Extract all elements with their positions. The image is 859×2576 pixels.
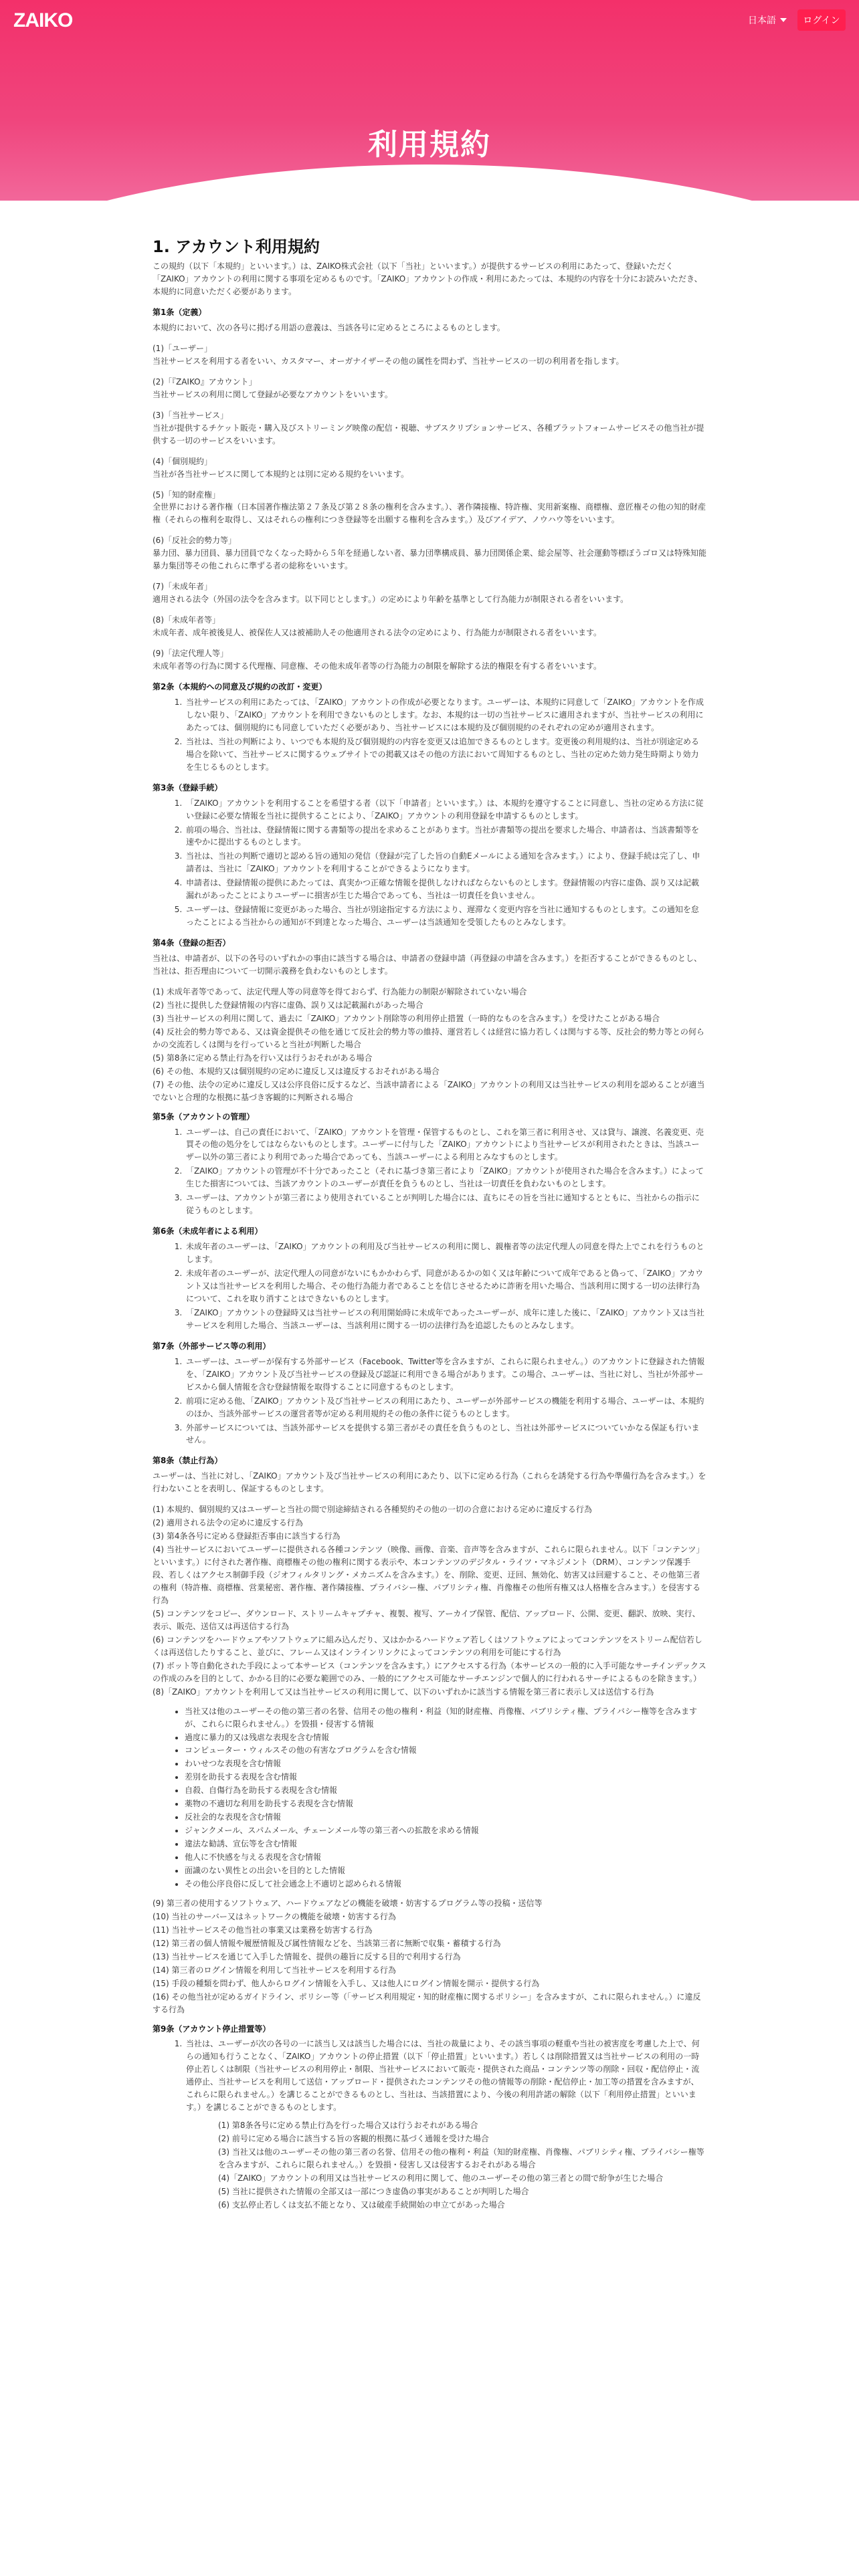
bullet-item: • 反社会的な表現を含む情報 (185, 1811, 706, 1824)
language-label: 日本語 (748, 15, 776, 26)
definition-desc: 暴力団、暴力団員、暴力団員でなくなった時から５年を経過しない者、暴力団準構成員、暴力団関係企業、総会屋等、社会運動等標ぼうゴロ又は特殊知能暴力集団等その他これらに準ずる者の総称をいいます。 (153, 548, 707, 571)
list-item: 5. ユーザーは、登録情報に変更があった場合、当社が別途指定する方法により、遅滞なく変更内容を当社に通知するものとします。この通知を怠ったことによる当社からの通知が不到達となった場合、ユーザーは当該通知を受領したものとみなします。 (185, 903, 706, 929)
list-item: (5) コンテンツをコピー、ダウンロード、ストリームキャプチャ、複製、複写、アーカイブ保管、配信、アップロード、公開、変更、翻訳、放映、実行、表示、販売、送信又は再送信する行為 (153, 1608, 700, 1631)
list-item: 3. 当社は、当社の判断で適切と認める旨の通知の発信（登録が完了した旨の自動Eメールによる通知を含みます。）により、登録手続は完了し、申請者は、当社に「ZAIKO」アカウントを利用することができるようになります。 (185, 850, 706, 875)
bullet-list (185, 1705, 706, 1891)
list-item: (5) 第8条に定める禁止行為を行い又は行うおそれがある場合 (153, 1053, 373, 1063)
list-item: 2. 前項に定める他、「ZAIKO」アカウント及び当社サービスの利用にあたり、ユーザーが外部サービスの機能を利用する場合、ユーザーは、本規約のほか、当該外部サービスの運営者等が定める利用規約その他の条件に従うものとします。 (185, 1395, 706, 1420)
definition-term: (5)「知的財産権」 (153, 490, 220, 500)
definition-desc: 未成年者等の行為に関する代理権、同意権、その他未成年者等の行為能力の制限を解除する法的権限を有する者をいいます。 (153, 661, 602, 671)
list-item: (9) 第三者の使用するソフトウェア、ハードウェアなどの機能を破壊・妨害するプログラム等の投稿・送信等 (153, 1898, 543, 1908)
definition-term: (2)「『ZAIKO』アカウント」 (153, 377, 257, 387)
list-item: (3) 当社サービスの利用に関して、過去に「ZAIKO」アカウント削除等の利用停止措置（一時的なものを含みます。）を受けたことがある場合 (153, 1013, 660, 1023)
list-item: (10) 当社のサーバー又はネットワークの機能を破壊・妨害する行為 (153, 1911, 396, 1921)
bullet-item: • 過度に暴力的又は残虐な表現を含む情報 (185, 1731, 706, 1744)
bullet-item: • 当社又は他のユーザーその他の第三者の名誉、信用その他の権利・利益（知的財産権、肖像権、パブリシティ権、プライバシー権等を含みますが、これらに限られません。）を毀損・侵害する情報 (185, 1705, 706, 1731)
definition (153, 647, 706, 673)
sub-item: (1) 第8条各号に定める禁止行為を行った場合又は行うおそれがある場合 (218, 2121, 478, 2131)
article-title: 第4条（登録の拒否） (153, 938, 231, 948)
hero-curve (0, 165, 859, 201)
hero-banner (0, 0, 859, 201)
article-list (153, 986, 706, 1104)
definition-desc: 適用される法令（外国の法令を含みます。以下同じとします。）の定めにより年齢を基準として行為能力が制限される者をいいます。 (153, 595, 629, 605)
list-item: (1) 未成年者等であって、法定代理人等の同意等を得ておらず、行為能力の制限が解除されていない場合 (153, 986, 527, 996)
list-item: 2. 未成年者のユーザーが、法定代理人の同意がないにもかかわらず、同意があるかの如く又は年齢について成年であると偽って、「ZAIKO」アカウント又は当社サービスを利用した場合、その他行為能力者であることを信じさせるために詐術を用いた場合、当該利用に関する一切の法律行為について、これを取り消すことはできないものとします。 (185, 1267, 706, 1305)
article-lead: 本規約において、次の各号に掲げる用語の意義は、当該各号に定めるところによるものとします。 (153, 323, 505, 332)
article-title: 第1条（定義） (153, 308, 207, 318)
definition (153, 580, 706, 606)
list-item: (6) その他、本規約又は個別規約の定めに違反し又は違反するおそれがある場合 (153, 1066, 440, 1076)
article-list (185, 2038, 706, 2211)
sub-item: (6) 支払停止若しくは支払不能となり、又は破産手続開始の申立てがあった場合 (218, 2199, 505, 2210)
definition-term: (4)「個別規約」 (153, 456, 212, 466)
section-heading: 1. アカウント利用規約 (153, 237, 320, 256)
list-item: (13) 当社サービスを通じて入手した情報を、提供の趣旨に反する目的で利用する行為 (153, 1951, 461, 1961)
list-item: (12) 第三者の個人情報や履歴情報及び属性情報などを、当該第三者に無断で収集・蓄積する行為 (153, 1938, 501, 1948)
definition (153, 614, 706, 639)
definition (153, 489, 706, 527)
list-item: (8)「ZAIKO」アカウントを利用して又は当社サービスの利用に関して、以下のいずれかに該当する情報を第三者に表示し又は送信する行為 (153, 1687, 654, 1697)
definition-term: (9)「法定代理人等」 (153, 649, 228, 659)
intro-text: この規約（以下「本規約」といいます。）は、ZAIKO株式会社（以下「当社」といいます。）が提供するサービスの利用にあたって、登録いただく「ZAIKO」アカウントの利用に関する事項を定めるものです。「ZAIKO」アカウントの作成・利用にあたっては、本規約の内容を十分にお読みいただき、本規約に同意いただく必要があります。 (153, 261, 702, 297)
list-item (185, 2038, 706, 2211)
list-item-text: 当社は、ユーザーが次の各号の一に該当し又は該当した場合には、当社の裁量により、その該当事項の軽重や当社の被害度を考慮した上で、何らの通知も行うことなく、「ZAIKO」アカウントの停止措置（以下「停止措置」といいます。）若しくは削除措置又は当社サービスの利用の一時停止若しくは制限（当社サービスの利用停止・制限、当社サービスにおいて販売・提供された商品・コンテンツ等の削除・回収・配信停止・流通停止、当社サービスを利用して送信・アップロード・提供されたコンテンツその他の情報等の削除・配信停止・加工等の措置を含みますが、これらに限られません。）を講じることができるものとし、当社は、当該措置により、今後の利用許諾の解除（以下「利用停止措置」といいます。）を講じることができるものとします。 (186, 2039, 700, 2113)
list-item: 2. 前項の場合、当社は、登録情報に関する書類等の提出を求めることがあります。当社が書類等の提出を要求した場合、申請者は、当該書類等を速やかに提出するものとします。 (185, 824, 706, 849)
list-item: 2. 「ZAIKO」アカウントの管理が不十分であったこと（それに基づき第三者により「ZAIKO」アカウントが使用された場合を含みます。）によって生じた損害については、当該アカウントのユーザーが責任を負うものとし、当社は一切責任を負わないものとします。 (185, 1165, 706, 1190)
article-title: 第6条（未成年者による利用） (153, 1226, 263, 1237)
list-item: 3. 外部サービスについては、当該外部サービスを提供する第三者がその責任を負うものとし、当社は外部サービスについていかなる保証も行いません。 (185, 1422, 706, 1447)
sub-item: (3) 当社又は他のユーザーその他の第三者の名誉、信用その他の権利・利益（知的財産権、肖像権、パブリシティ権、プライバシー権等を含みますが、これらに限られません。）を毀損・侵害し又は侵害するおそれがある場合 (218, 2147, 704, 2170)
bullet-item: • コンピューター・ウィルスその他の有害なプログラムを含む情報 (185, 1744, 706, 1757)
list-item: (2) 当社に提供した登録情報の内容に虚偽、誤り又は記載漏れがあった場合 (153, 1000, 423, 1010)
definition-desc: 当社サービスの利用に関して登録が必要なアカウントをいいます。 (153, 389, 393, 399)
list-item: 1. 未成年者のユーザーは、「ZAIKO」アカウントの利用及び当社サービスの利用に関し、親権者等の法定代理人の同意を得た上でこれを行うものとします。 (185, 1241, 706, 1266)
article-list (153, 1897, 706, 2016)
list-item: 3. 「ZAIKO」アカウントの登録時又は当社サービスの利用開始時に未成年であったユーザーが、成年に達した後に、「ZAIKO」アカウント又は当社サービスを利用した場合、当該ユーザーは、当該利用に関する一切の法律行為を追認したものとみなします。 (185, 1307, 706, 1332)
article-lead: 当社は、申請者が、以下の各号のいずれかの事由に該当する場合は、申請者の登録申請（再登録の申請を含みます。）を拒否することができるものとし、当社は、拒否理由について一切開示義務を負わないものとします。 (153, 954, 702, 976)
article-title: 第5条（アカウントの管理） (153, 1111, 255, 1121)
list-item: (4) 当社サービスにおいてユーザーに提供される各種コンテンツ（映像、画像、音楽、音声等を含みますが、これらに限られません。以下「コンテンツ」といいます。）に付された著作権、商標権その他の権利に関する表示や、本コンテンツのデジタル・ライツ・マネジメント（DRM）、コンテンツ保護手段、若しくはアクセス制御手段（ジオフィルタリング・メカニズムを含みます。）を、削除、変更、迂回、無効化、妨害又は回避すること、その他第三者の権利（特許権、商標権、営業秘密、著作権、著作隣接権、プライバシー権、パブリシティ権、肖像権その他所有権又は人格権を含みます。）を侵害する行為 (153, 1545, 704, 1605)
definition (153, 409, 706, 447)
definition-term: (6)「反社会的勢力等」 (153, 536, 236, 546)
login-button[interactable]: ログイン (797, 9, 846, 31)
list-item: (7) ボット等自動化された手段によって本サービス（コンテンツを含みます。）にアクセスする行為（本サービスの一般的に入手可能なサーチインデックスの作成のみを目的として、かかる目的に必要な範囲でのみ、一般的にアクセス可能なサーチエンジンで個人的に行われるサーチによるものを除きます。） (153, 1660, 706, 1683)
definition (153, 376, 706, 401)
definition-term: (7)「未成年者」 (153, 582, 212, 592)
definition-term: (8)「未成年者等」 (153, 615, 220, 625)
definition (153, 455, 706, 481)
list-item: (11) 当社サービスその他当社の事業又は業務を妨害する行為 (153, 1925, 373, 1935)
list-item: 4. 申請者は、登録情報の提供にあたっては、真実かつ正確な情報を提供しなければならないものとします。登録情報の内容に虚偽、誤り又は記載漏れがあったことによりユーザーに損害が生じた場合であっても、当社は一切責任を負いません。 (185, 877, 706, 902)
zaiko-logo[interactable]: ZAIKO (13, 9, 73, 31)
definition-term: (3)「当社サービス」 (153, 410, 228, 420)
list-item: (2) 適用される法令の定めに違反する行為 (153, 1518, 303, 1528)
bullet-item: • その他公序良俗に反して社会通念上不適切と認められる情報 (185, 1878, 706, 1891)
list-item: 1. 「ZAIKO」アカウントを利用することを希望する者（以下「申請者」といいます。）は、本規約を遵守することに同意し、当社の定める方法に従い登録に必要な情報を当社に提供することにより、「ZAIKO」アカウントの利用登録を申請するものとします。 (185, 797, 706, 823)
list-item: 1. ユーザーは、自己の責任において、「ZAIKO」アカウントを管理・保管するものとし、これを第三者に利用させ、又は貸与、譲渡、名義変更、売買その他の処分をしてはならないものとします。ユーザーに付与した「ZAIKO」アカウントにより当社サービスが利用されたときは、当該ユーザー以外の第三者により利用であった場合であっても、当該ユーザーによる利用とみなすものとします。 (185, 1126, 706, 1164)
definition-desc: 当社が提供するチケット販売・購入及びストリーミング映像の配信・視聴、サブスクリプションサービス、各種プラットフォームサービスその他当社が提供する一切のサービスをいいます。 (153, 423, 704, 445)
article-title: 第2条（本規約への同意及び規約の改訂・変更） (153, 681, 327, 691)
sub-item: (5) 当社に提供された情報の全部又は一部につき虚偽の事実があることが判明した場合 (218, 2186, 529, 2196)
article-list (185, 696, 706, 774)
bullet-item: • 他人に不快感を与える表現を含む情報 (185, 1851, 706, 1864)
article-list (185, 1356, 706, 1447)
list-item: 3. ユーザーは、アカウントが第三者により使用されていることが判明した場合には、直ちにその旨を当社に通知するとともに、当社からの指示に従うものとします。 (185, 1192, 706, 1217)
list-item: 1. ユーザーは、ユーザーが保有する外部サービス（Facebook、Twitter等を含みますが、これらに限られません。）のアカウントに登録された情報を、「ZAIKO」アカウント及び当社サービスの登録及び認証に利用できる場合があります。この場合、ユーザーは、当社に対し、当社が外部サービスから個人情報を含む登録情報を取得することに同意するものとします。 (185, 1356, 706, 1394)
definition-term: (1)「ユーザー」 (153, 343, 212, 353)
definition-desc: 全世界における著作権（日本国著作権法第２７条及び第２８条の権利を含みます。）、著作隣接権、特許権、実用新案権、商標権、意匠権その他の知的財産権（それらの権利を取得し、又はそれらの権利につき登録等を出願する権利を含みます。）及びアイデア、ノウハウ等をいいます。 (153, 502, 706, 525)
article-title: 第3条（登録手続） (153, 782, 223, 792)
bullet-item: • 差別を助長する表現を含む情報 (185, 1771, 706, 1784)
article-title: 第7条（外部サービス等の利用） (153, 1341, 271, 1351)
sub-list (218, 2119, 706, 2212)
list-item: (15) 手段の種類を問わず、他人からログイン情報を入手し、又は他人にログイン情報を開示・提供する行為 (153, 1978, 540, 1988)
article-title: 第8条（禁止行為） (153, 1456, 223, 1466)
list-item: (1) 本規約、個別規約又はユーザーと当社の間で別途締結される各種契約その他の一切の合意における定めに違反する行為 (153, 1505, 592, 1515)
article-lead: ユーザーは、当社に対し、「ZAIKO」アカウント及び当社サービスの利用にあたり、以下に定める行為（これらを誘発する行為や準備行為を含みます。）を行わないことを表明し、保証するものとします。 (153, 1471, 706, 1494)
bullet-item: • 自殺、自傷行為を助長する表現を含む情報 (185, 1784, 706, 1797)
list-item: 2. 当社は、当社の判断により、いつでも本規約及び個別規約の内容を変更又は追加できるものとします。変更後の利用規約は、当社が別途定める場合を除いて、当社サービスに関するウェブサイトでの掲載又はその他の方法において周知するものとし、当社の定めた効力発生時期より効力を生じるものとします。 (185, 736, 706, 774)
list-item: (14) 第三者のログイン情報を利用して当社サービスを利用する行為 (153, 1965, 396, 1975)
sub-item: (2) 前号に定める場合に該当する旨の客観的根拠に基づく通報を受けた場合 (218, 2134, 489, 2144)
definition-desc: 当社サービスを利用する者をいい、カスタマー、オーガナイザーその他の属性を問わず、当社サービスの一切の利用者を指します。 (153, 356, 624, 366)
chevron-down-icon (780, 18, 787, 22)
list-item: (7) その他、法令の定めに違反し又は公序良俗に反するなど、当該申請者による「ZAIKO」アカウントの利用又は当社サービスの利用を認めることが適当でないと合理的な根拠に基づき客観的に判断される場合 (153, 1079, 705, 1102)
list-item: 1. 当社サービスの利用にあたっては、「ZAIKO」アカウントの作成が必要となります。ユーザーは、本規約に同意して「ZAIKO」アカウントを作成しない限り、「ZAIKO」アカウントを利用できないものとします。なお、本規約は一切の当社サービスに適用されますが、当社サービスの利用にあたっては、個別規約にも同意していただく必要があり、当社サービスには本規約及び個別規約のそれぞれの定めが適用されます。 (185, 696, 706, 734)
bullet-item: • 薬物の不適切な利用を助長する表現を含む情報 (185, 1798, 706, 1810)
page-title: 利用規約 (368, 128, 491, 162)
list-item: (16) その他当社が定めるガイドライン、ポリシー等（「サービス利用規定・知的財産権に関するポリシー」を含みますが、これに限られません。）に違反する行為 (153, 1992, 701, 2014)
bullet-item: • わいせつな表現を含む情報 (185, 1757, 706, 1770)
article-list (185, 1126, 706, 1218)
definition (153, 342, 706, 368)
list-item: (3) 第4条各号に定める登録拒否事由に該当する行為 (153, 1531, 341, 1541)
definition-desc: 未成年者、成年被後見人、被保佐人又は被補助人その他適用される法令の定めにより、行為能力が制限される者をいいます。 (153, 628, 602, 638)
list-item: (6) コンテンツをハードウェアやソフトウェアに組み込んだり、又はかかるハードウェア若しくはソフトウェアによってコンテンツをストリーム配信若しくは再送信したりすること、並びに、フレーム又はインラインリンクによってコンテンツの利用を可能にする行為 (153, 1634, 702, 1657)
language-selector[interactable] (748, 13, 787, 27)
sub-item: (4)「ZAIKO」アカウントの利用又は当社サービスの利用に関して、他のユーザーその他の第三者との間で紛争が生じた場合 (218, 2173, 664, 2183)
article-list (153, 1503, 706, 1698)
article-list (185, 797, 706, 930)
bullet-item: • 面識のない異性との出会いを目的とした情報 (185, 1864, 706, 1877)
article-title: 第9条（アカウント停止措置等） (153, 2024, 271, 2034)
bullet-item: • ジャンクメール、スパムメール、チェーンメール等の第三者への拡散を求める情報 (185, 1824, 706, 1837)
bullet-item: • 違法な勧誘、宣伝等を含む情報 (185, 1838, 706, 1850)
article-list (185, 1241, 706, 1332)
list-item: (4) 反社会的勢力等である、又は資金提供その他を通じて反社会的勢力等の維持、運営若しくは経営に協力若しくは関与する等、反社会的勢力等との何らかの交流若しくは関与を行っていると当社が判断した場合 (153, 1027, 704, 1049)
definition (153, 534, 706, 572)
terms-content (153, 237, 706, 2220)
definition-desc: 当社が各当社サービスに関して本規約とは別に定める規約をいいます。 (153, 469, 409, 479)
